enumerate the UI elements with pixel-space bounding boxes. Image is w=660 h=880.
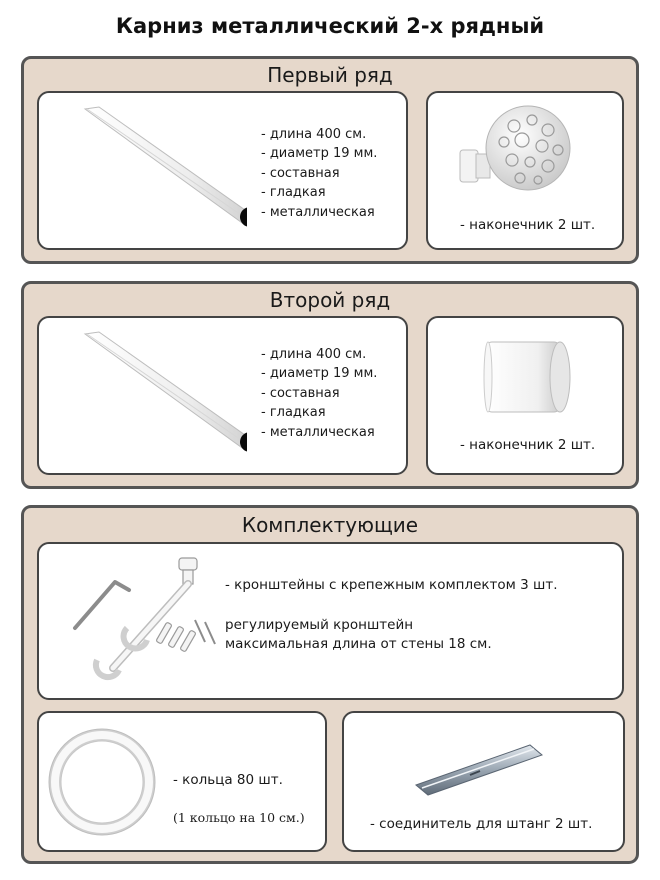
section-first-row (21, 56, 639, 264)
curtain-rod-icon (77, 99, 247, 239)
rod-spec-list (261, 345, 377, 442)
rod-card (37, 91, 408, 250)
spec-item: - металлическая (261, 424, 375, 440)
rod-card (37, 316, 408, 475)
spec-item: - длина 400 см. (261, 127, 367, 142)
rings-card (37, 711, 327, 852)
spec-item: - диаметр 19 мм. (261, 146, 378, 162)
rod-connector-icon (410, 733, 550, 813)
cylinder-cap-finial-icon (480, 328, 580, 428)
spec-item: - составная (261, 165, 340, 181)
bracket-kit-icon (67, 550, 237, 690)
finial-card (426, 91, 624, 250)
page-title: Карниз металлический 2-х рядный (115, 14, 545, 38)
finial-label: - наконечник 2 шт. (460, 437, 596, 453)
curtain-ring-icon (47, 727, 157, 837)
rings-label: - кольца 80 шт. (173, 772, 283, 788)
bracket-note-line2: максимальная длина от стены 18 см. (225, 636, 492, 652)
bracket-card (37, 542, 624, 700)
section-heading: Комплектующие (241, 513, 419, 537)
finial-card (426, 316, 624, 475)
finial-label: - наконечник 2 шт. (460, 217, 596, 233)
connector-card (342, 711, 625, 852)
spec-item: - длина 400 см. (261, 347, 367, 362)
curtain-rod-icon (77, 324, 247, 464)
spec-item: - диаметр 19 мм. (261, 366, 378, 382)
spec-item: - металлическая (261, 204, 375, 220)
section-heading: Первый ряд (267, 63, 393, 87)
bracket-note-line1: регулируемый кронштейн (225, 617, 414, 633)
openwork-ball-finial-icon (456, 98, 576, 208)
connector-label: - соединитель для штанг 2 шт. (370, 816, 593, 832)
bracket-label: - кронштейны с крепежным комплектом 3 шт. (225, 577, 558, 593)
section-accessories (21, 505, 639, 864)
rings-note: (1 кольцо на 10 см.) (173, 810, 305, 825)
spec-item: - гладкая (261, 185, 326, 201)
section-heading: Второй ряд (269, 288, 391, 312)
spec-item: - гладкая (261, 405, 326, 421)
rod-spec-list (261, 125, 377, 222)
spec-item: - составная (261, 385, 340, 401)
section-second-row (21, 281, 639, 489)
